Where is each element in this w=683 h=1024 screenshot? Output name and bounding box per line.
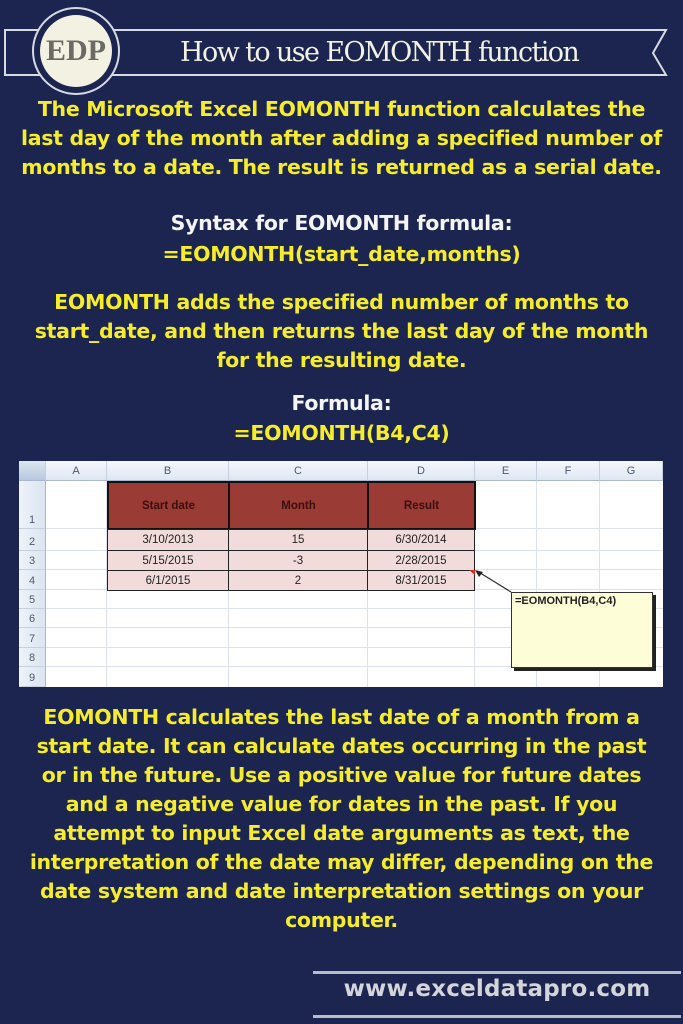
formula-label: Formula: [291,391,392,415]
explanation-line: EOMONTH adds the specified number of months to [54,290,629,314]
intro-line: months to a date. The result is returned as a serial date. [21,155,662,179]
cell-d1[interactable]: Result [367,481,476,530]
details-line: and a negative value for dates in the past. If you [65,792,618,816]
formula-value: =EOMONTH(B4,C4) [233,421,450,445]
website-link[interactable]: www.exceldatapro.com [343,976,651,1002]
column-header-a[interactable]: A [46,461,107,481]
syntax-label: Syntax for EOMONTH formula: [170,211,513,235]
details-line: start date. It can calculate dates occurring in the past [36,734,647,758]
intro-paragraph [0,95,683,182]
column-header-g[interactable]: G [600,461,663,481]
cell-d2[interactable]: 6/30/2014 [367,529,475,551]
column-header-f[interactable]: F [537,461,600,481]
cell-c3[interactable]: -3 [228,550,368,571]
row-header-6[interactable]: 6 [19,609,46,628]
row-header-2[interactable]: 2 [19,529,46,551]
details-line: date system and date interpretation settings on your [39,879,643,903]
cell-c4[interactable]: 2 [228,570,368,591]
intro-line: last day of the month after adding a specified number of [20,126,662,150]
column-header-e[interactable]: E [475,461,537,481]
page-title: How to use EOMONTH function [180,37,579,68]
column-header-d[interactable]: D [368,461,475,481]
column-header-b[interactable]: B [107,461,229,481]
row-header-9[interactable]: 9 [19,667,46,687]
cell-b4[interactable]: 6/1/2015 [107,570,229,591]
cell-b3[interactable]: 5/15/2015 [107,550,229,571]
cell-d3[interactable]: 2/28/2015 [367,550,475,571]
details-paragraph [0,703,683,935]
cell-c2[interactable]: 15 [228,529,368,551]
footer-divider-top [313,971,681,974]
syntax-formula: =EOMONTH(start_date,months) [162,242,521,266]
column-header-c[interactable]: C [229,461,368,481]
row-header-5[interactable]: 5 [19,590,46,609]
logo: EDP [46,34,106,67]
explanation-paragraph [0,288,683,375]
row-header-8[interactable]: 8 [19,648,46,667]
details-line: or in the future. Use a positive value for future dates [41,763,642,787]
row-header-1[interactable]: 1 [19,481,46,529]
explanation-line: start_date, and then returns the last day of the month [34,319,649,343]
details-line: attempt to input Excel date arguments as text, the [53,821,630,845]
spreadsheet-example [19,461,663,687]
intro-line: The Microsoft Excel EOMONTH function calculates the [37,97,646,121]
cell-d4[interactable]: 8/31/2015 [367,570,475,591]
footer-divider-bottom [313,1015,681,1018]
cell-comment[interactable]: =EOMONTH(B4,C4) [511,592,653,668]
cell-c1[interactable]: Month [228,481,369,530]
row-header-7[interactable]: 7 [19,628,46,648]
details-line: computer. [285,908,398,932]
cell-b1[interactable]: Start date [107,481,230,530]
title-banner [0,0,683,100]
cell-b2[interactable]: 3/10/2013 [107,529,229,551]
row-header-4[interactable]: 4 [19,570,46,590]
details-line: interpretation of the date may differ, depending on the [29,850,654,874]
details-line: EOMONTH calculates the last date of a month from a [43,705,640,729]
row-header-3[interactable]: 3 [19,551,46,570]
explanation-line: for the resulting date. [216,348,467,372]
